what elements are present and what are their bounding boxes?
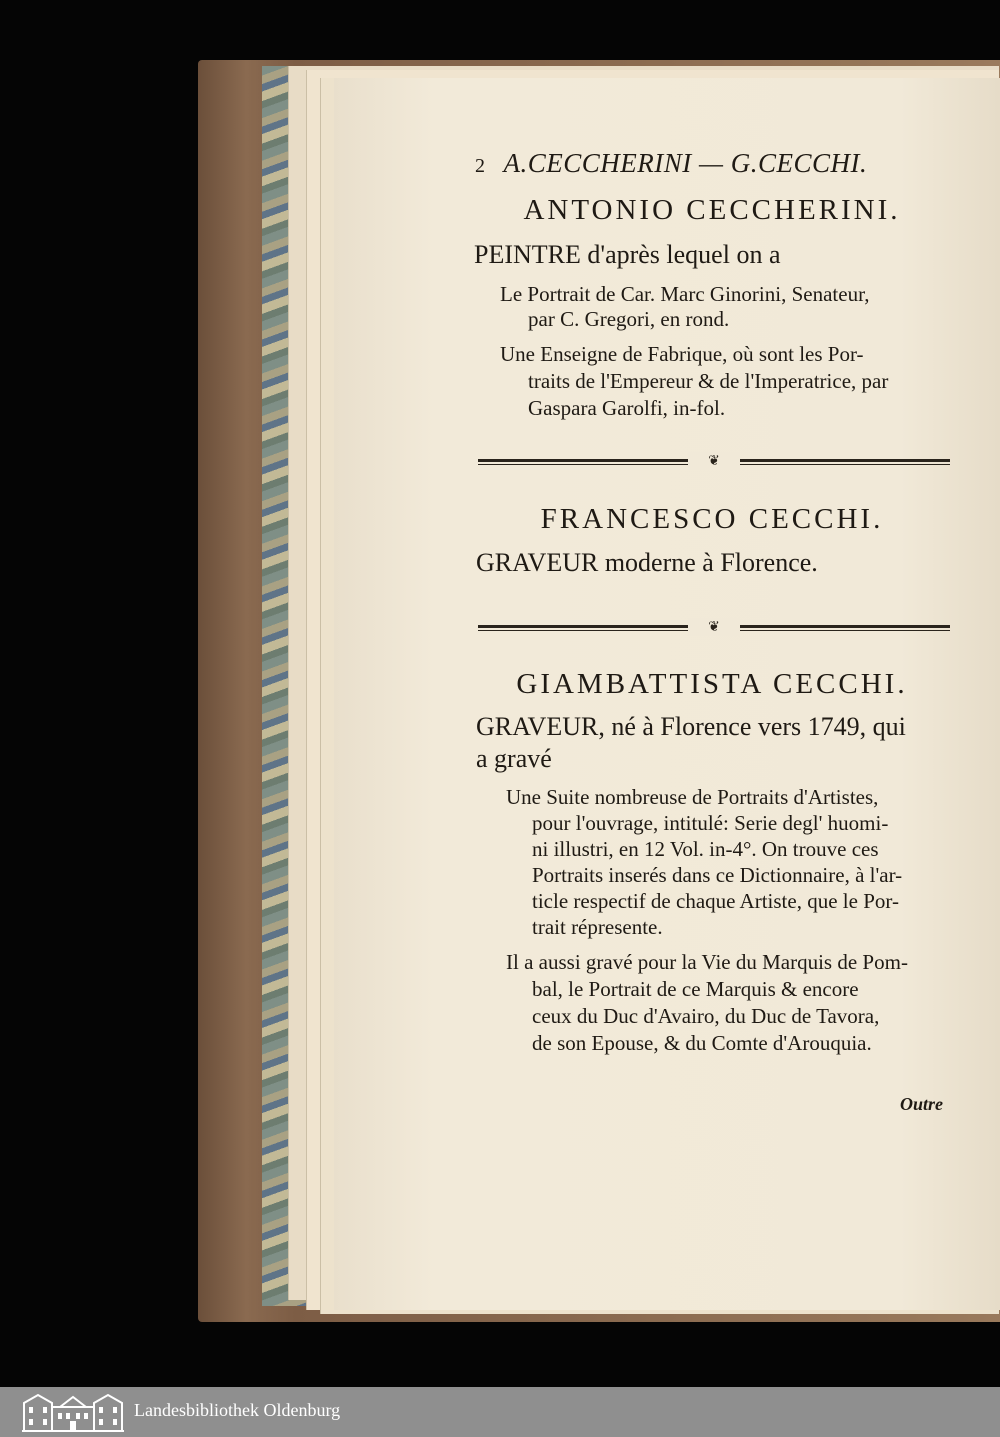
- entry-line: trait répresente.: [532, 915, 663, 939]
- entry-line: ticle respectif de chaque Artiste, que le Por-: [532, 889, 899, 913]
- ornament-icon: ❦: [688, 618, 740, 636]
- entry-line: ceux du Duc d'Avairo, du Duc de Tavora,: [532, 1004, 880, 1028]
- entry-line: traits de l'Empereur & de l'Imperatrice, par: [528, 369, 889, 393]
- entry-lead: PEINTRE d'après lequel on a: [474, 240, 781, 269]
- ornamental-rule: [478, 453, 950, 469]
- ornamental-rule: [478, 619, 950, 635]
- entry-line: Une Suite nombreuse de Portraits d'Artistes,: [506, 785, 879, 809]
- entry-lead: a gravé: [476, 744, 552, 773]
- entry-line: bal, le Portrait de ce Marquis & encore: [532, 977, 859, 1001]
- library-footer: [0, 1387, 1000, 1437]
- library-name[interactable]: Landesbibliothek Oldenburg: [134, 1400, 341, 1420]
- entry-line: Le Portrait de Car. Marc Ginorini, Senateur,: [500, 282, 870, 306]
- running-head: [475, 148, 867, 179]
- entry-line: pour l'ouvrage, intitulé: Serie degl' huomi-: [532, 811, 889, 835]
- entry-line: Il a aussi gravé pour la Vie du Marquis de Pom-: [506, 950, 908, 974]
- entry-line: Une Enseigne de Fabrique, où sont les Por-: [500, 342, 864, 366]
- entry-line: ni illustri, en 12 Vol. in-4°. On trouve ces: [532, 837, 879, 861]
- entry-line: Gaspara Garolfi, in-fol.: [528, 396, 726, 420]
- running-title: A.CECCHERINI — G.CECCHI.: [503, 148, 868, 178]
- entry-line: par C. Gregori, en rond.: [528, 307, 730, 331]
- library-building-icon[interactable]: [20, 1389, 126, 1433]
- entry-heading: FRANCESCO CECCHI.: [540, 503, 884, 535]
- entry-lead: GRAVEUR moderne à Florence.: [476, 548, 818, 577]
- catchword: Outre: [900, 1094, 944, 1114]
- entry-line: Portraits inserés dans ce Dictionnaire, à l'ar-: [532, 863, 903, 887]
- entry-line: de son Epouse, & du Comte d'Arouquia.: [532, 1031, 872, 1055]
- entry-heading: GIAMBATTISTA CECCHI.: [516, 668, 908, 700]
- page-number: 2: [475, 155, 486, 177]
- entry-heading: ANTONIO CECCHERINI.: [523, 194, 901, 226]
- ornament-icon: ❦: [688, 452, 740, 470]
- entry-lead: GRAVEUR, né à Florence vers 1749, qui: [476, 712, 906, 741]
